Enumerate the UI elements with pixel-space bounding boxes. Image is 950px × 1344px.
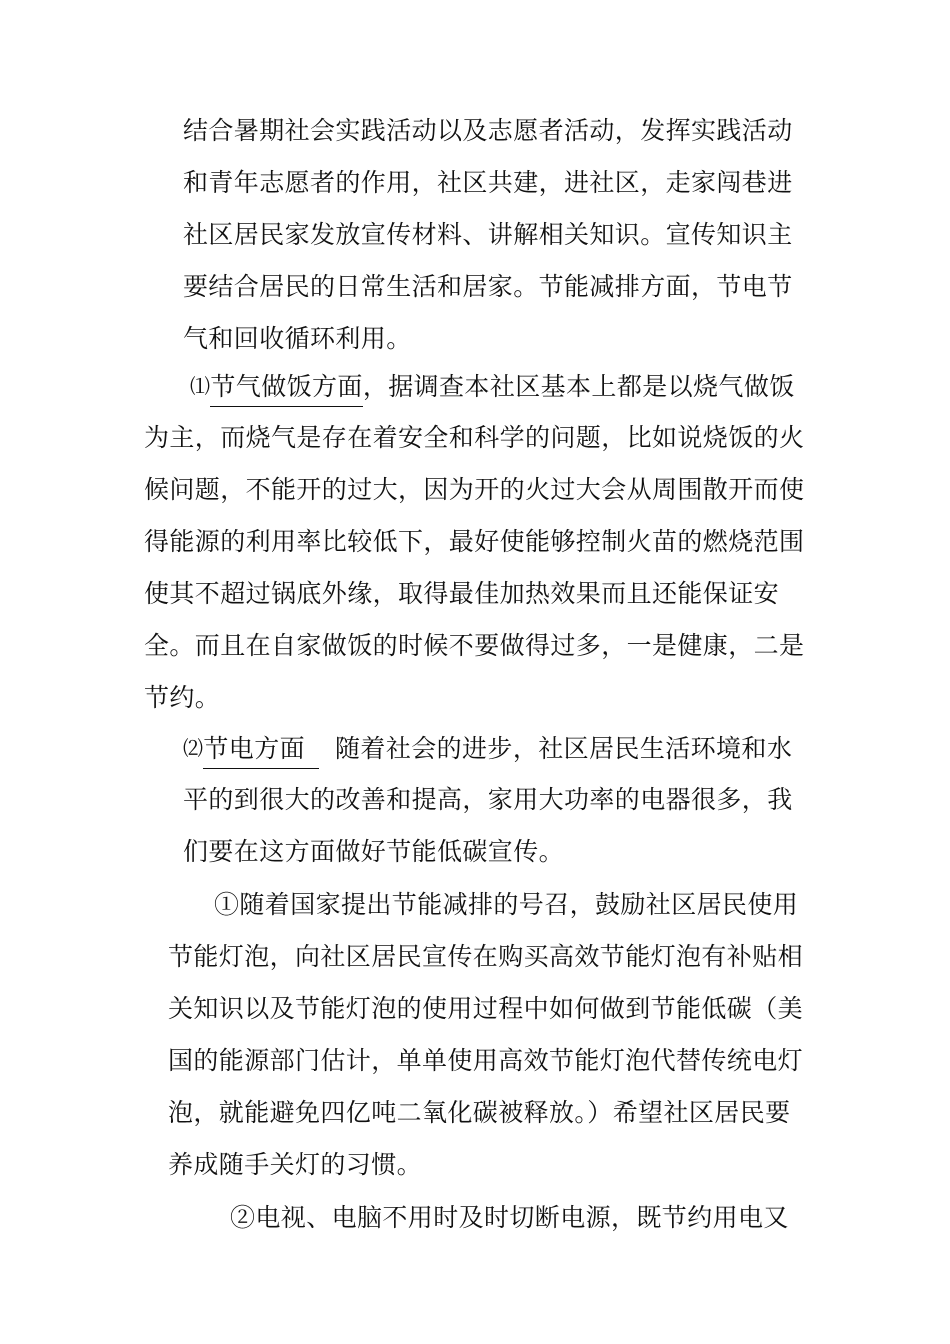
paragraph-line: 节约。 xyxy=(144,683,221,712)
paragraph-line: 气和回收循环利用。 xyxy=(183,324,412,353)
section-heading-line xyxy=(183,732,792,765)
paragraph-line: 使其不超过锅底外缘，取得最佳加热效果而且还能保证安 xyxy=(144,579,780,608)
paragraph-line: 要结合居民的日常生活和居家。节能减排方面，节电节 xyxy=(183,272,793,301)
list-item-line: 养成随手关灯的习惯。 xyxy=(168,1150,423,1179)
paragraph-line: 结合暑期社会实践活动以及志愿者活动，发挥实践活动 xyxy=(183,116,793,145)
paragraph-line: 社区居民家发放宣传材料、讲解相关知识。宣传知识主 xyxy=(183,220,793,249)
list-item-line: 泡，就能避免四亿吨二氧化碳被释放。）希望社区居民要 xyxy=(168,1098,791,1127)
section-heading-rest: ，据调查本社区基本上都是以烧气做饭 xyxy=(362,372,795,401)
section-heading-line xyxy=(190,370,795,403)
paragraph-line: 为主，而烧气是存在着安全和科学的问题，比如说烧饭的火 xyxy=(144,423,805,452)
paragraph-line: 候问题，不能开的过大，因为开的火过大会从周围散开而使 xyxy=(144,475,805,504)
list-item-line: 节能灯泡，向社区居民宣传在购买高效节能灯泡有补贴相 xyxy=(168,942,804,971)
paragraph-line: 们要在这方面做好节能低碳宣传。 xyxy=(183,837,565,866)
list-item-line: ②电视、电脑不用时及时切断电源，既节约用电又 xyxy=(230,1203,789,1232)
section-number: ⑵ xyxy=(183,736,204,760)
list-item-line: 国的能源部门估计，单单使用高效节能灯泡代替传统电灯 xyxy=(168,1046,804,1075)
list-item-line: 关知识以及节能灯泡的使用过程中如何做到节能低碳（美 xyxy=(168,994,804,1023)
section-number: ⑴ xyxy=(190,374,211,398)
paragraph-line: 平的到很大的改善和提高，家用大功率的电器很多，我 xyxy=(183,785,793,814)
section-heading: 节气做饭方面 xyxy=(210,372,363,401)
section-heading: 节电方面 xyxy=(203,733,319,765)
paragraph-line: 全。而且在自家做饭的时候不要做得过多，一是健康，二是 xyxy=(144,631,805,660)
paragraph-line: 和青年志愿者的作用，社区共建，进社区，走家闯巷进 xyxy=(183,168,793,197)
paragraph-line: 得能源的利用率比较低下，最好使能够控制火苗的燃烧范围 xyxy=(144,527,805,556)
section-heading-rest: 随着社会的进步，社区居民生活环境和水 xyxy=(335,734,793,763)
list-item-line: ①随着国家提出节能减排的号召，鼓励社区居民使用 xyxy=(214,890,799,919)
